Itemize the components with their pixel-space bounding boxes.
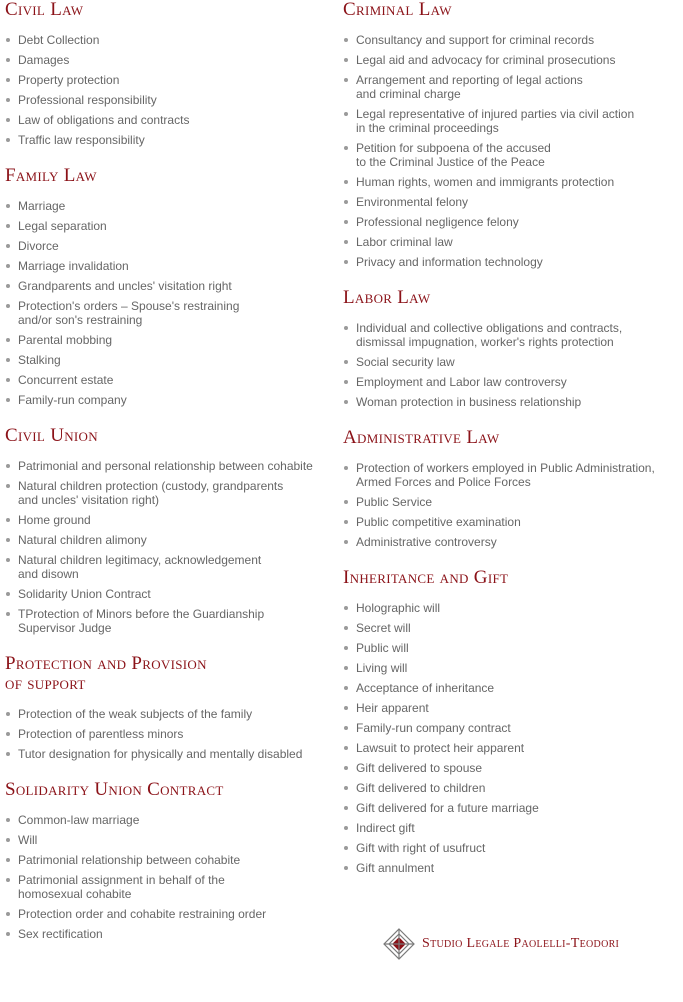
list-item: Natural children protection (custody, grandparents and uncles' visitation right) bbox=[5, 479, 330, 507]
list-item: Patrimonial assignment in behalf of the homosexual cohabite bbox=[5, 873, 330, 901]
list-item: Public Service bbox=[343, 495, 678, 509]
section-civil-law bbox=[5, 0, 330, 147]
list-item: Gift delivered to children bbox=[343, 781, 678, 795]
list-item: Family-run company bbox=[5, 393, 330, 407]
service-list bbox=[5, 33, 330, 147]
section-criminal-law bbox=[343, 0, 678, 269]
list-item: Sex rectification bbox=[5, 927, 330, 941]
section-title: Civil Union bbox=[5, 425, 98, 446]
list-item: Acceptance of inheritance bbox=[343, 681, 678, 695]
studio-logo bbox=[383, 928, 619, 960]
list-item: Home ground bbox=[5, 513, 330, 527]
list-item: Law of obligations and contracts bbox=[5, 113, 330, 127]
section-protection-provision bbox=[5, 654, 330, 761]
list-item: Gift annulment bbox=[343, 861, 678, 875]
list-item: Privacy and information technology bbox=[343, 255, 678, 269]
list-item: Human rights, women and immigrants protection bbox=[343, 175, 678, 189]
logo-text: Studio Legale Paolelli-Teodori bbox=[422, 936, 620, 951]
list-item: Property protection bbox=[5, 73, 330, 87]
list-item: Professional negligence felony bbox=[343, 215, 678, 229]
list-item: Solidarity Union Contract bbox=[5, 587, 330, 601]
list-item: Gift with right of usufruct bbox=[343, 841, 678, 855]
section-title: Criminal Law bbox=[343, 0, 452, 20]
section-labor-law bbox=[343, 288, 678, 409]
list-item: Traffic law responsibility bbox=[5, 133, 330, 147]
list-item: Living will bbox=[343, 661, 678, 675]
service-list bbox=[343, 33, 678, 269]
list-item: Petition for subpoena of the accused to the Criminal Justice of the Peace bbox=[343, 141, 678, 169]
list-item: Protection of parentless minors bbox=[5, 727, 330, 741]
list-item: Arrangement and reporting of legal actions and criminal charge bbox=[343, 73, 678, 101]
section-title: Administrative Law bbox=[343, 427, 500, 448]
diamond-emblem-icon bbox=[383, 928, 415, 960]
list-item: Protection of the weak subjects of the family bbox=[5, 707, 330, 721]
list-item: Legal separation bbox=[5, 219, 330, 233]
list-item: Indirect gift bbox=[343, 821, 678, 835]
list-item: Marriage bbox=[5, 199, 330, 213]
section-solidarity-union-contract bbox=[5, 780, 330, 941]
service-list bbox=[5, 813, 330, 941]
section-family-law bbox=[5, 166, 330, 407]
section-title: Protection and Provision of support bbox=[5, 653, 207, 694]
list-item: Consultancy and support for criminal records bbox=[343, 33, 678, 47]
section-inheritance-gift bbox=[343, 568, 678, 875]
service-list bbox=[343, 461, 678, 549]
list-item: Public will bbox=[343, 641, 678, 655]
list-item: Will bbox=[5, 833, 330, 847]
list-item: Legal aid and advocacy for criminal prosecutions bbox=[343, 53, 678, 67]
list-item: Employment and Labor law controversy bbox=[343, 375, 678, 389]
list-item: Protection's orders – Spouse's restraining and/or son's restraining bbox=[5, 299, 330, 327]
list-item: Natural children alimony bbox=[5, 533, 330, 547]
right-column bbox=[343, 0, 678, 881]
list-item: Natural children legitimacy, acknowledgement and disown bbox=[5, 553, 330, 581]
list-item: Legal representative of injured parties via civil action in the criminal proceedings bbox=[343, 107, 678, 135]
list-item: Heir apparent bbox=[343, 701, 678, 715]
list-item: Divorce bbox=[5, 239, 330, 253]
list-item: Environmental felony bbox=[343, 195, 678, 209]
section-civil-union bbox=[5, 426, 330, 635]
list-item: Common-law marriage bbox=[5, 813, 330, 827]
service-list bbox=[5, 459, 330, 635]
list-item: Woman protection in business relationship bbox=[343, 395, 678, 409]
list-item: Secret will bbox=[343, 621, 678, 635]
service-list bbox=[343, 321, 678, 409]
service-list bbox=[5, 707, 330, 761]
list-item: TProtection of Minors before the Guardianship Supervisor Judge bbox=[5, 607, 330, 635]
list-item: Concurrent estate bbox=[5, 373, 330, 387]
list-item: Administrative controversy bbox=[343, 535, 678, 549]
list-item: Parental mobbing bbox=[5, 333, 330, 347]
section-title: Labor Law bbox=[343, 287, 431, 308]
list-item: Protection order and cohabite restraining order bbox=[5, 907, 330, 921]
list-item: Gift delivered to spouse bbox=[343, 761, 678, 775]
list-item: Public competitive examination bbox=[343, 515, 678, 529]
list-item: Tutor designation for physically and mentally disabled bbox=[5, 747, 330, 761]
section-title: Solidarity Union Contract bbox=[5, 779, 224, 800]
list-item: Lawsuit to protect heir apparent bbox=[343, 741, 678, 755]
list-item: Professional responsibility bbox=[5, 93, 330, 107]
section-title: Civil Law bbox=[5, 0, 84, 20]
left-column bbox=[5, 0, 330, 947]
service-list bbox=[343, 601, 678, 875]
section-administrative-law bbox=[343, 428, 678, 549]
list-item: Protection of workers employed in Public Administration, Armed Forces and Police Forces bbox=[343, 461, 678, 489]
list-item: Patrimonial and personal relationship between cohabite bbox=[5, 459, 330, 473]
list-item: Debt Collection bbox=[5, 33, 330, 47]
list-item: Gift delivered for a future marriage bbox=[343, 801, 678, 815]
section-title: Inheritance and Gift bbox=[343, 567, 509, 588]
list-item: Grandparents and uncles' visitation right bbox=[5, 279, 330, 293]
section-title: Family Law bbox=[5, 165, 97, 186]
list-item: Individual and collective obligations and contracts, dismissal impugnation, worker's rights protection bbox=[343, 321, 678, 349]
list-item: Family-run company contract bbox=[343, 721, 678, 735]
list-item: Marriage invalidation bbox=[5, 259, 330, 273]
list-item: Social security law bbox=[343, 355, 678, 369]
list-item: Holographic will bbox=[343, 601, 678, 615]
list-item: Damages bbox=[5, 53, 330, 67]
list-item: Stalking bbox=[5, 353, 330, 367]
list-item: Patrimonial relationship between cohabite bbox=[5, 853, 330, 867]
list-item: Labor criminal law bbox=[343, 235, 678, 249]
service-list bbox=[5, 199, 330, 407]
